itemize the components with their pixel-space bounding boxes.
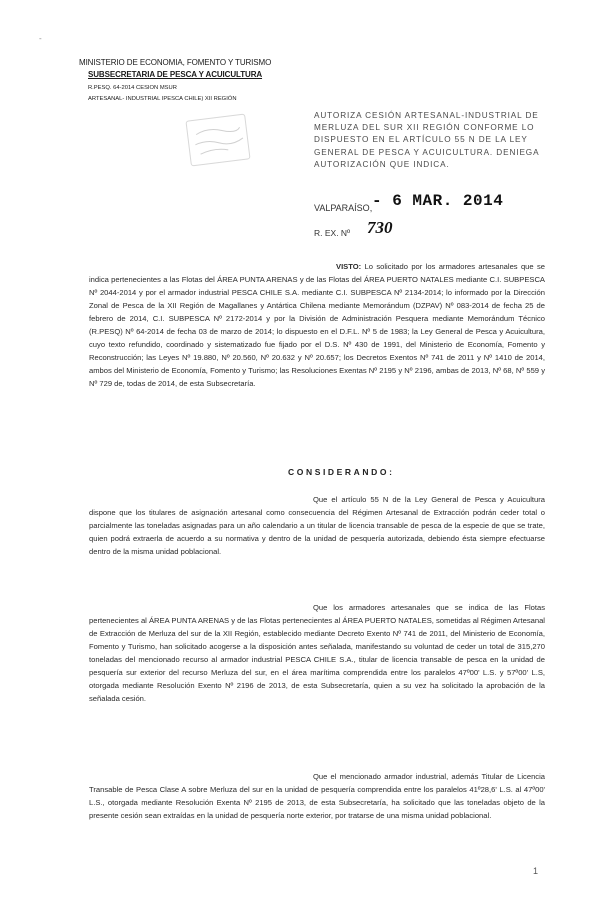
- considerando-paragraph-2: Que los armadores artesanales que se indica de las Flotas pertenecientes al ÁREA PUNTA ARENAS y de las Flotas pertenecientes al ÁREA PUERTO NATALES, sometidas al Régimen Artesanal de Extracción de Merluza del sur de la XII Región, establecido mediante Decreto Exento Nº 741 de 2011, del Ministerio de Economía, Fomento y Turismo, han solicitado acogerse a la disposición antes señalada, manifestando su voluntad de ceder un total de 315,270 toneladas del mencionado recurso al armador industrial PESCA CHILE S.A., titular de licencia transable de pesca en la unidad de pesquería sur exterior del recurso Merluza del sur, en el área marítima comprendida entre los paralelos 47º00' L.S. y 57º00' L.S, otorgada mediante Resolución Exento Nº 2196 de 2013, de esta Subsecretaría, quien a su vez ha solicitado la aprobación de la señalada cesión.: [89, 603, 545, 703]
- considerando-heading: CONSIDERANDO:: [288, 467, 395, 477]
- rex-number: 730: [367, 218, 393, 237]
- considerando-paragraph-1: Que el artículo 55 N de la Ley General de Pesca y Acuicultura dispone que los titulares de asignación artesanal como consecuencia del Régimen Artesanal de Extracción podrán ceder total o parcialmente las toneladas asignadas para un año calendario a un titular de licencia transable de pesca de la especie de que se trate, quien podrá extraerla de acuerdo a su normativa y dentro de la unidad de pesquería autorizada, debiendo ésta siempre efectuarse dentro de la misma unidad poblacional.: [89, 495, 545, 556]
- resolution-subject: AUTORIZA CESIÓN ARTESANAL-INDUSTRIAL DE MERLUZA DEL SUR XII REGIÓN CONFORME LO DISPUESTO EN EL ARTÍCULO 55 N DE LA LEY GENERAL DE PESCA Y ACUICULTURA. DENIEGA AUTORIZACIÓN QUE INDICA.: [314, 111, 539, 169]
- subsecretaria-name: SUBSECRETARIA DE PESCA Y ACUICULTURA: [88, 70, 263, 79]
- reference-code: R.PESQ. 64-2014 CESION MSUR: [88, 85, 177, 91]
- corner-mark: -: [39, 34, 42, 43]
- place-label: VALPARAÍSO,: [314, 203, 373, 213]
- visto-text: Lo solicitado por los armadores artesanales que se indica pertenecientes a las Flotas del ÁREA PUNTA ARENAS y de las Flotas del ÁREA PUERTO NATALES mediante C.I. SUBPESCA Nº 2044-2014 y por el armador industrial PESCA CHILE S.A. mediante C.I. SUBPESCA Nº 2134-2014; lo informado por la Dirección Zonal de Pesca de la XII Región de Magallanes y Antártica Chilena mediante Memorándum (DZPAV) Nº 083-2014 de fecha 25 de febrero de 2014, C.I. SUBPESCA Nº 2172-2014 y por la División de Administración Pesquera mediante Memorándum Técnico (R.PESQ) Nº 64-2014 de fecha 03 de marzo de 2014; lo dispuesto en el D.F.L. Nº 5 de 1983; la Ley General de Pesca y Acuicultura, cuyo texto refundido, coordinado y sistematizado fue fijado por el D.S. Nº 430 de 1991, del Ministerio de Economía, Fomento y Reconstrucción; las Leyes Nº 19.880, Nº 20.560, Nº 20.632 y Nº 20.657; los Decretos Exentos Nº 741 de 2011 y Nº 1410 de 2014, ambos del Ministerio de Economía, Fomento y Turismo; las Resoluciones Exentas Nº 2195 y Nº 2196, ambas de 2013, Nº 68, Nº 559 y Nº 729 de, todas de 2014, de esta Subsecretaría.: [89, 262, 545, 388]
- visto-paragraph: [89, 260, 545, 390]
- visto-label: VISTO:: [336, 262, 362, 271]
- rex-label: R. EX. Nº: [314, 228, 351, 238]
- received-stamp: [185, 114, 250, 167]
- page-number: 1: [533, 866, 539, 876]
- considerando-paragraph-3: Que el mencionado armador industrial, además Titular de Licencia Transable de Pesca Clase A sobre Merluza del sur en la unidad de pesquería comprendida entre los paralelos 41º28,6' L.S. al 47º00' L.S., otorgada mediante Resolución Exenta Nº 2195 de 2013, de esta Subsecretaría, ha solicitado que las toneladas objeto de la presente cesión sean extraídas en la unidad de pesquería norte exterior, por tratarse de una misma unidad poblacional.: [89, 772, 545, 820]
- resolution-date: - 6 MAR. 2014: [372, 192, 504, 210]
- sector-line: ARTESANAL- INDUSTRIAL IPESCA CHILE) XII REGIÓN: [88, 96, 237, 102]
- stamp-scribble-icon: [187, 115, 250, 166]
- ministry-name: MINISTERIO DE ECONOMIA, FOMENTO Y TURISMO: [79, 58, 272, 67]
